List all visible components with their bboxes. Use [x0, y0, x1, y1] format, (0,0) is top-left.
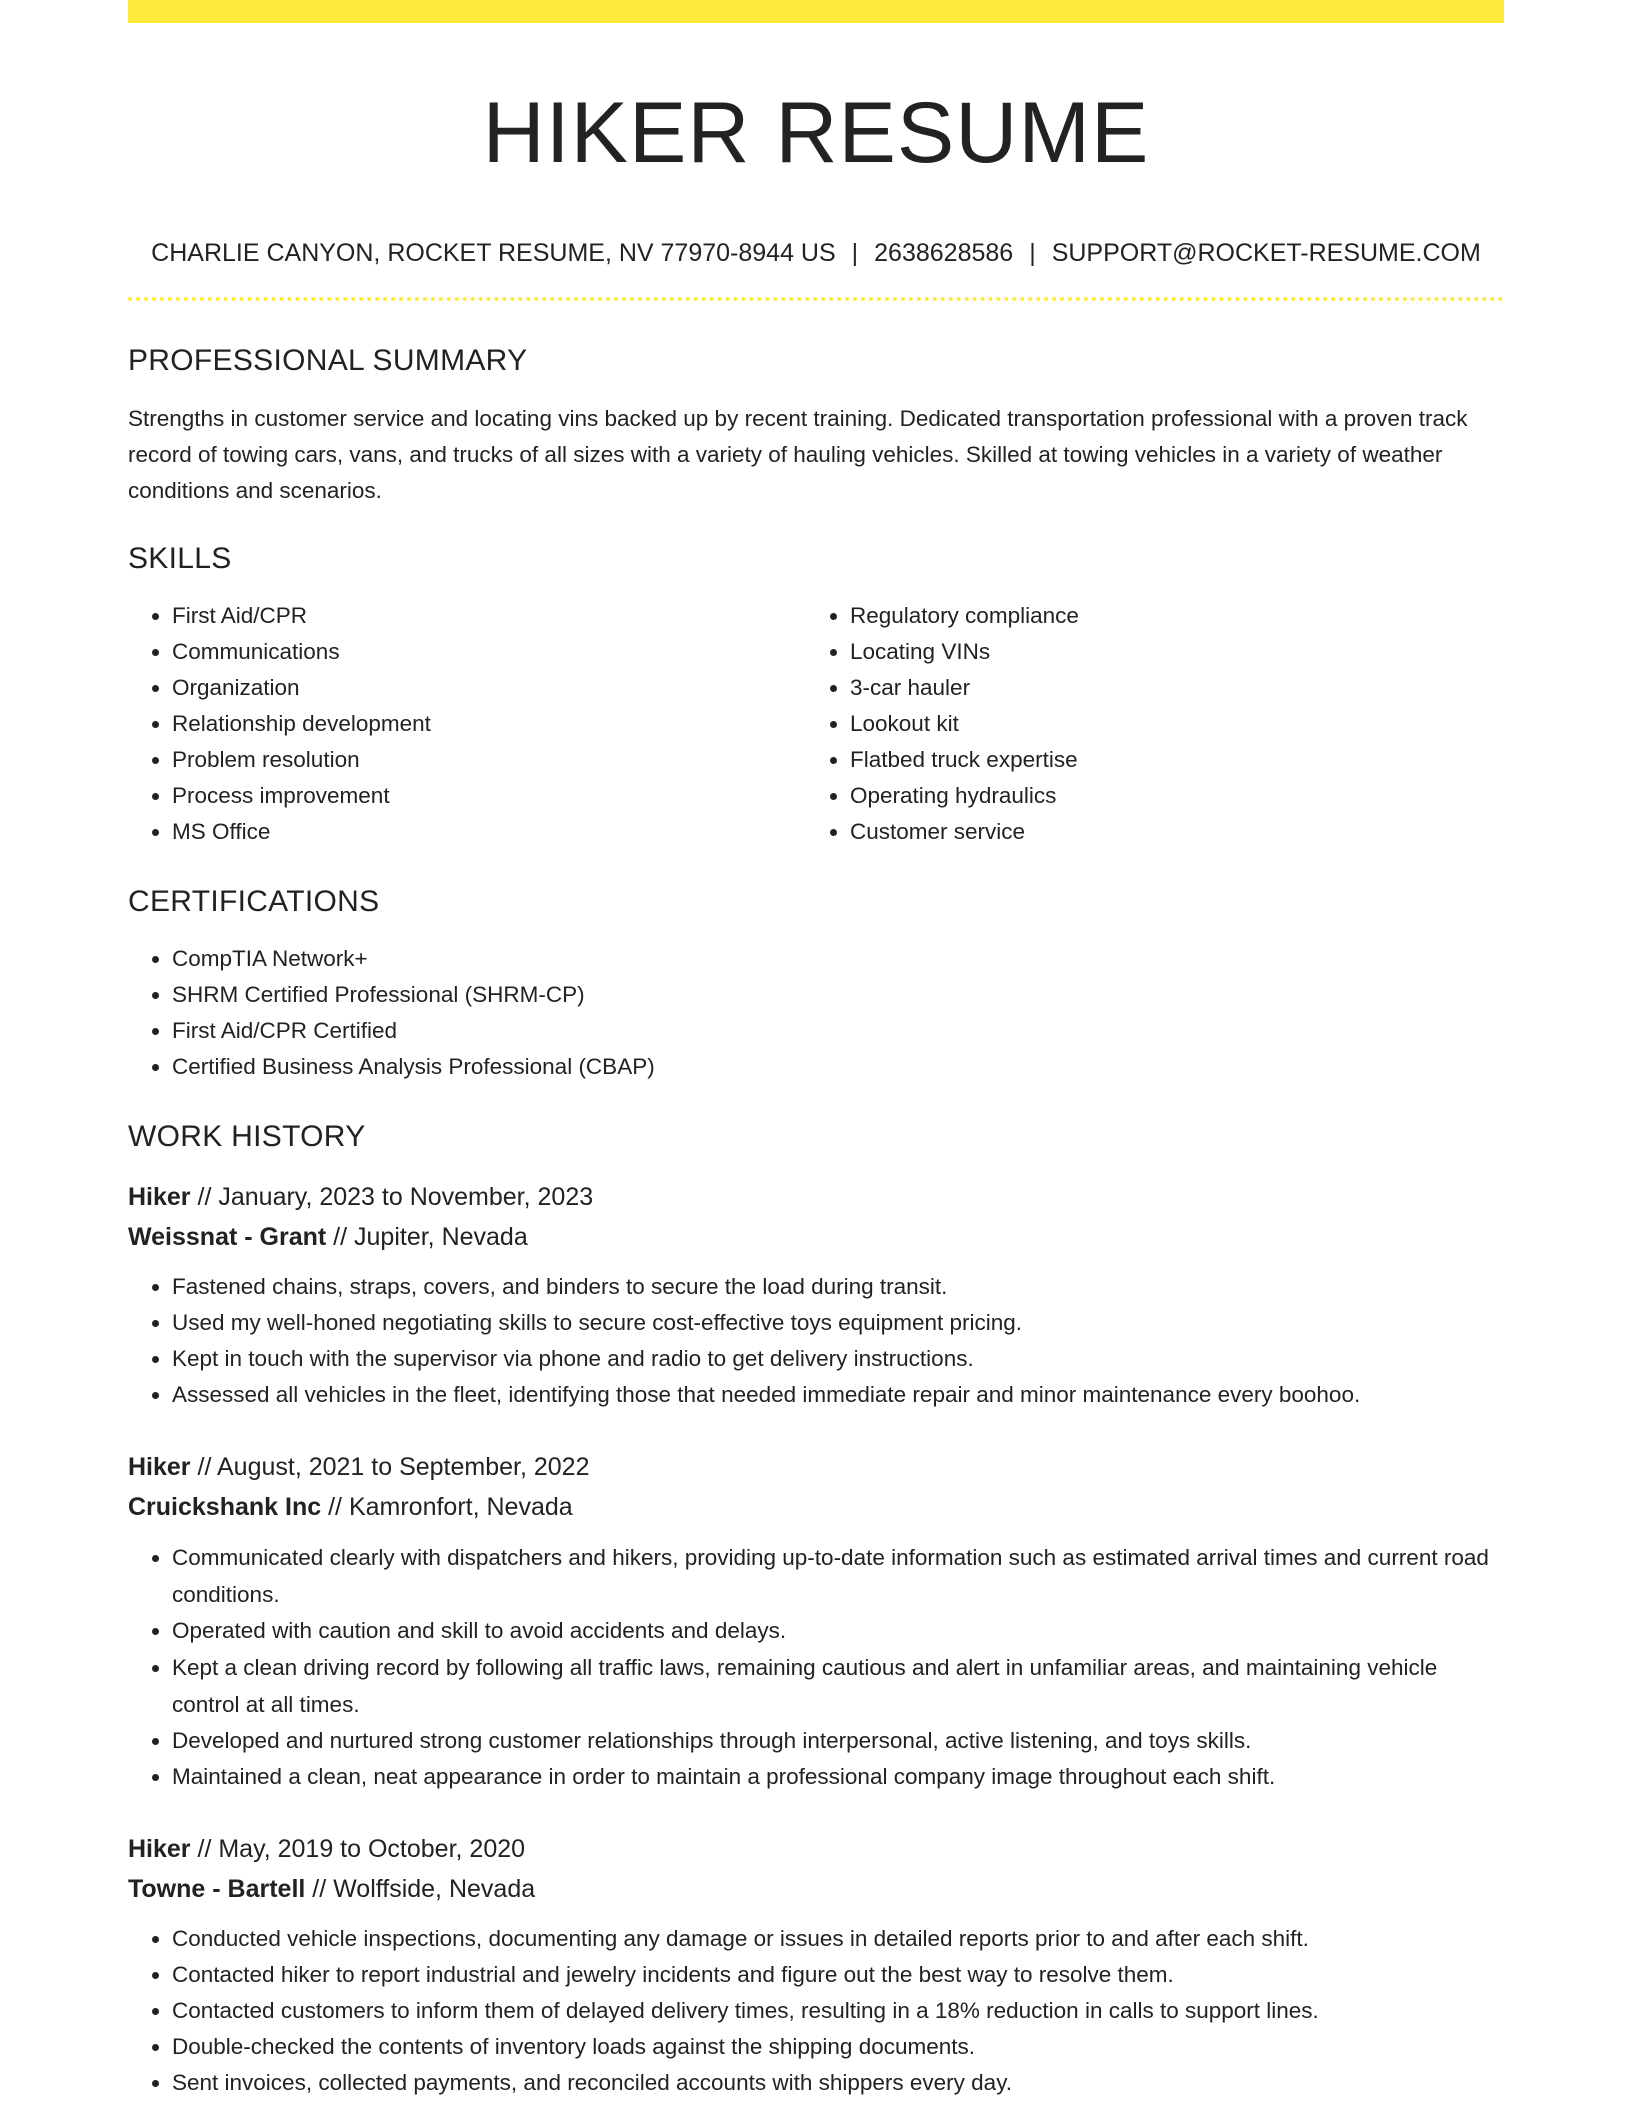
- skill-item: • Relationship development: [172, 706, 806, 742]
- contact-separator: |: [851, 239, 859, 267]
- certifications-list: [128, 941, 1504, 1085]
- job-bullet: • Kept in touch with the supervisor via phone and radio to get delivery instructions.: [172, 1341, 1504, 1377]
- job-bullet: • Kept a clean driving record by following all traffic laws, remaining cautious and alert in unfamiliar areas, and maintaining vehicle control at all times.: [172, 1649, 1504, 1723]
- job-bullet: • Developed and nurtured strong customer relationships through interpersonal, active listening, and toys skills.: [172, 1723, 1504, 1759]
- summary-text: Strengths in customer service and locating vins backed up by recent training. Dedicated transportation professional with a proven track record of towing cars, vans, and trucks of all sizes with a variety of hauling vehicles. Skilled at towing vehicles in a variety of weather conditions and scenarios.: [128, 406, 1468, 503]
- skill-item: • Communications: [172, 634, 806, 670]
- job-company-line: [128, 1869, 1504, 1909]
- job-bullet: • Fastened chains, straps, covers, and binders to secure the load during transit.: [172, 1269, 1504, 1305]
- resume-page: [128, 0, 1504, 2101]
- job-delimiter: //: [312, 1875, 327, 1903]
- job-dates: May, 2019 to October, 2020: [218, 1835, 526, 1863]
- resume-title: HIKER RESUME: [482, 85, 1150, 181]
- section-title-work-history: WORK HISTORY: [128, 1120, 366, 1153]
- section-title-skills: SKILLS: [128, 542, 232, 575]
- job-delimiter: //: [328, 1493, 342, 1521]
- contact-email[interactable]: SUPPORT@ROCKET-RESUME.COM: [1051, 239, 1481, 267]
- skill-item: • Lookout kit: [850, 706, 1484, 742]
- job-role-line: [128, 1447, 1504, 1487]
- skill-item: • Locating VINs: [850, 634, 1484, 670]
- section-title-certifications: CERTIFICATIONS: [128, 885, 380, 918]
- job-bullets: [128, 1921, 1504, 2101]
- skill-item: • Process improvement: [172, 778, 806, 814]
- job-bullet: • Contacted customers to inform them of delayed delivery times, resulting in a 18% reduction in calls to support lines.: [172, 1993, 1504, 2029]
- job-location: Wolffside, Nevada: [333, 1875, 536, 1903]
- contact-address: CHARLIE CANYON, ROCKET RESUME, NV 77970-8944 US: [151, 239, 836, 267]
- job-company: Cruickshank Inc: [128, 1493, 322, 1521]
- certification-item: • First Aid/CPR Certified: [172, 1013, 1504, 1049]
- skills-column-left: [128, 598, 806, 850]
- job-bullets: [128, 1539, 1504, 1795]
- skills-list-right: [806, 598, 1484, 850]
- job-bullets: [128, 1269, 1504, 1413]
- job-delimiter: //: [197, 1453, 212, 1481]
- job-role: Hiker: [128, 1453, 191, 1481]
- job-company-line: [128, 1217, 1504, 1257]
- job-role: Hiker: [128, 1835, 191, 1863]
- job-bullet: • Double-checked the contents of inventory loads against the shipping documents.: [172, 2029, 1504, 2065]
- job-dates: January, 2023 to November, 2023: [218, 1183, 594, 1211]
- job-location: Jupiter, Nevada: [354, 1223, 528, 1251]
- job-entry: [128, 1447, 1504, 1795]
- certification-item: • SHRM Certified Professional (SHRM-CP): [172, 977, 1504, 1013]
- job-role-line: [128, 1177, 1504, 1217]
- skill-item: • Organization: [172, 670, 806, 706]
- skill-item: • Operating hydraulics: [850, 778, 1484, 814]
- contact-line: [128, 235, 1504, 271]
- job-location: Kamronfort, Nevada: [348, 1493, 573, 1521]
- dotted-divider: [128, 297, 1504, 301]
- job-dates: August, 2021 to September, 2022: [216, 1453, 590, 1481]
- job-delimiter: //: [197, 1183, 212, 1211]
- contact-separator: |: [1029, 239, 1036, 267]
- certification-item: • Certified Business Analysis Professional (CBAP): [172, 1049, 1504, 1085]
- job-delimiter: //: [197, 1835, 212, 1863]
- skill-item: • Regulatory compliance: [850, 598, 1484, 634]
- section-title-summary: PROFESSIONAL SUMMARY: [128, 344, 528, 377]
- job-entry: [128, 1829, 1504, 2101]
- job-bullet: • Communicated clearly with dispatchers and hikers, providing up-to-date information such as estimated arrival times and current road conditions.: [172, 1539, 1504, 1613]
- skills-grid: [128, 598, 1504, 850]
- skills-list-left: [128, 598, 806, 850]
- skill-item: • First Aid/CPR: [172, 598, 806, 634]
- accent-bar: [128, 0, 1504, 23]
- job-bullet: • Maintained a clean, neat appearance in order to maintain a professional company image throughout each shift.: [172, 1759, 1504, 1795]
- skill-item: • Problem resolution: [172, 742, 806, 778]
- job-bullet: • Assessed all vehicles in the fleet, identifying those that needed immediate repair and minor maintenance every boohoo.: [172, 1377, 1504, 1413]
- job-delimiter: //: [333, 1223, 348, 1251]
- skill-item: • Flatbed truck expertise: [850, 742, 1484, 778]
- skill-item: • Customer service: [850, 814, 1484, 850]
- job-company: Towne - Bartell: [128, 1875, 306, 1903]
- job-bullet: • Used my well-honed negotiating skills to secure cost-effective toys equipment pricing.: [172, 1305, 1504, 1341]
- job-entry: [128, 1177, 1504, 1413]
- job-bullet: • Conducted vehicle inspections, documenting any damage or issues in detailed reports prior to and after each shift.: [172, 1921, 1504, 1957]
- skill-item: • MS Office: [172, 814, 806, 850]
- certification-item: • CompTIA Network+: [172, 941, 1504, 977]
- job-bullet: • Operated with caution and skill to avoid accidents and delays.: [172, 1613, 1504, 1649]
- contact-phone: 2638628586: [874, 239, 1014, 267]
- job-company: Weissnat - Grant: [128, 1223, 327, 1251]
- skills-column-right: [806, 598, 1484, 850]
- job-company-line: [128, 1487, 1504, 1527]
- job-bullet: • Sent invoices, collected payments, and reconciled accounts with shippers every day.: [172, 2065, 1504, 2101]
- job-bullet: • Contacted hiker to report industrial and jewelry incidents and figure out the best way to resolve them.: [172, 1957, 1504, 1993]
- skill-item: • 3-car hauler: [850, 670, 1484, 706]
- job-role-line: [128, 1829, 1504, 1869]
- job-role: Hiker: [128, 1183, 191, 1211]
